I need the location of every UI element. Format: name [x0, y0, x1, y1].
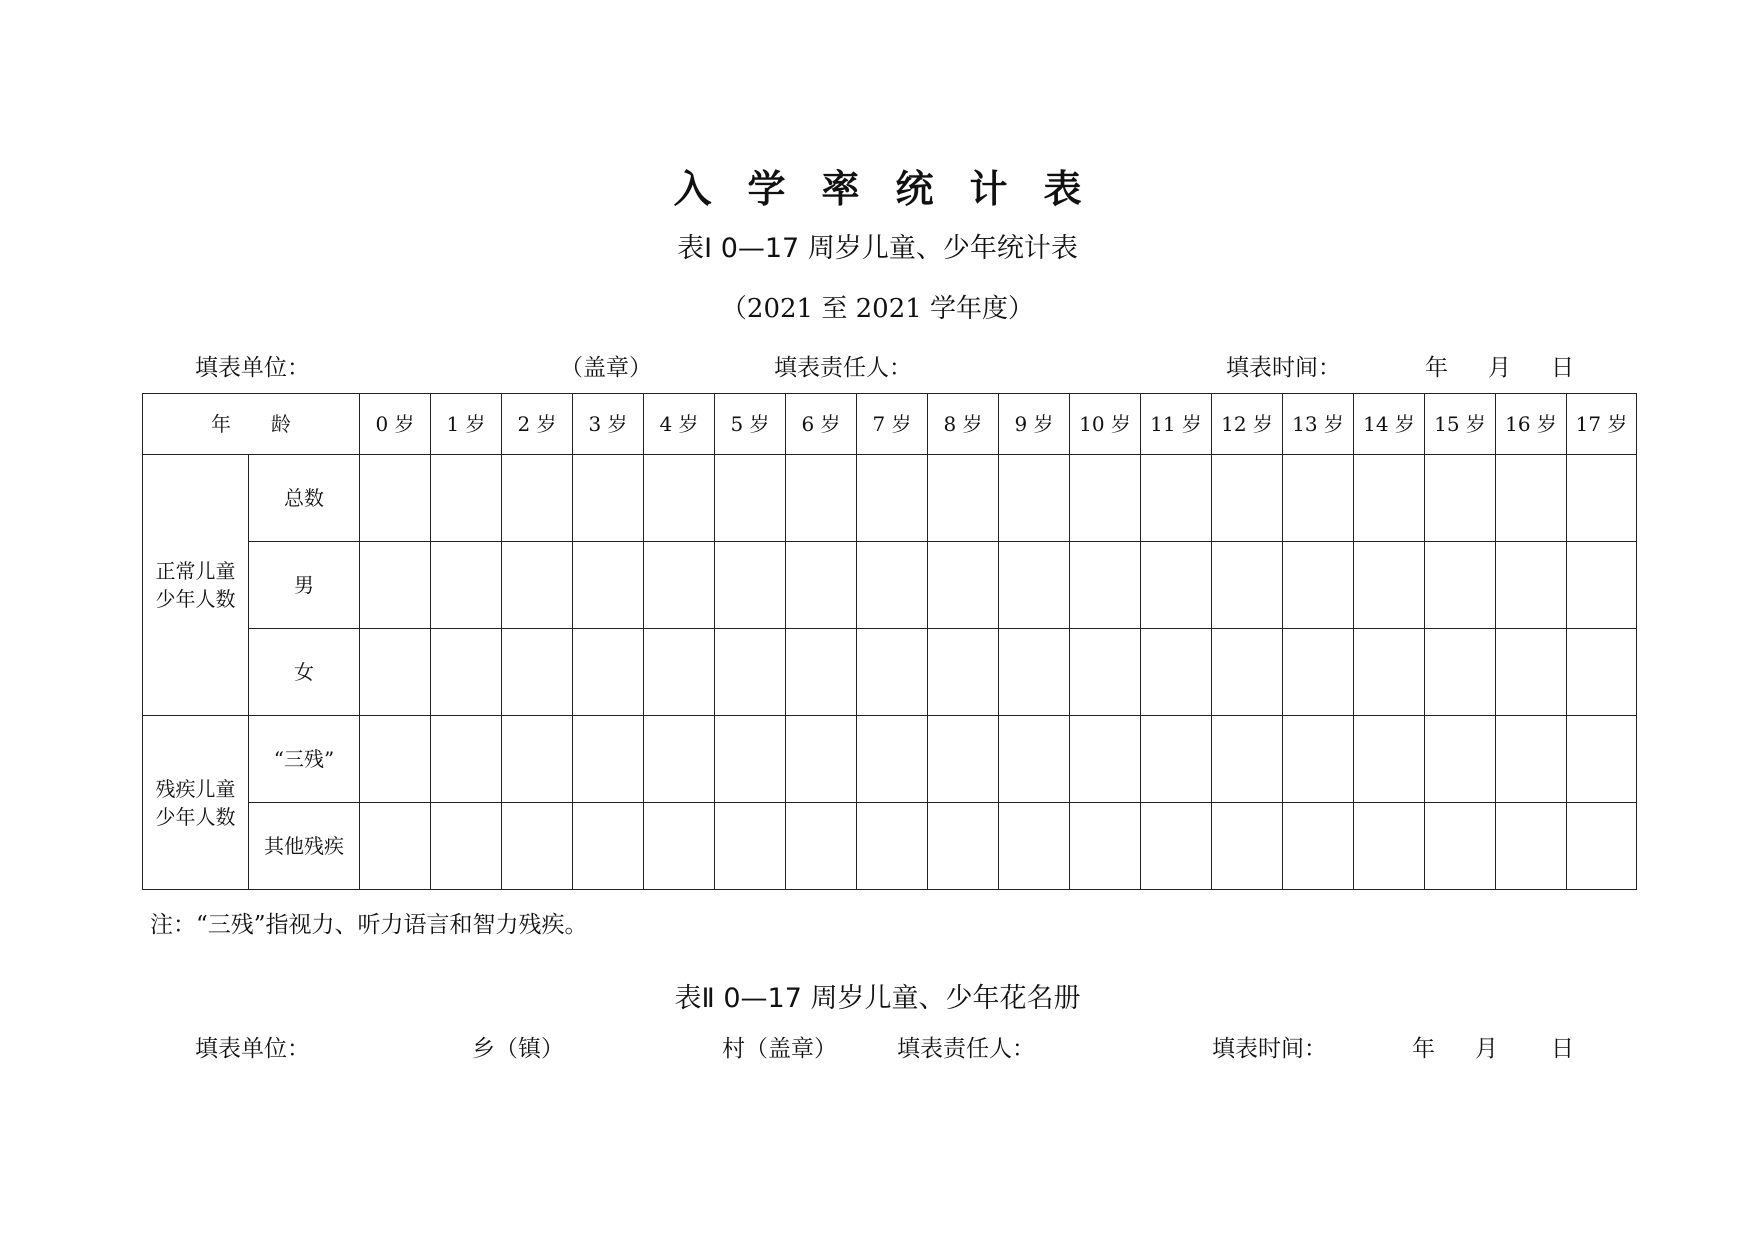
page-title: 入学率统计表 [673, 167, 1118, 211]
data-cell[interactable] [644, 629, 715, 716]
row-label-male: 男 [249, 542, 360, 629]
data-cell[interactable] [1141, 542, 1212, 629]
footnote: 注：“三残”指视力、听力语言和智力残疾。 [150, 912, 588, 938]
table-row-total [143, 455, 1637, 542]
data-cell[interactable] [999, 803, 1070, 890]
data-cell[interactable] [1496, 629, 1567, 716]
data-cell[interactable] [360, 629, 431, 716]
month-label: 月 [1488, 355, 1511, 381]
data-cell[interactable] [431, 629, 502, 716]
data-cell[interactable] [999, 455, 1070, 542]
age-header-row [143, 394, 1637, 455]
village-label: 村（盖章） [722, 1036, 837, 1062]
unit-label: 填表单位： [195, 355, 310, 381]
age-cell: 3 岁 [573, 394, 644, 455]
data-cell[interactable] [1212, 542, 1283, 629]
time-label: 填表时间： [1226, 355, 1341, 381]
row-label-total: 总数 [249, 455, 360, 542]
data-cell[interactable] [1354, 542, 1425, 629]
data-cell[interactable] [857, 455, 928, 542]
age-cell: 4 岁 [644, 394, 715, 455]
data-cell[interactable] [360, 542, 431, 629]
data-cell[interactable] [573, 542, 644, 629]
data-cell[interactable] [786, 803, 857, 890]
table1-title: 表Ⅰ 0—17 周岁儿童、少年统计表 [677, 233, 1078, 264]
data-cell[interactable] [1212, 803, 1283, 890]
seal-label: （盖章） [560, 355, 652, 381]
age-cell: 1 岁 [431, 394, 502, 455]
year-label-2: 年 [1412, 1036, 1435, 1062]
data-cell[interactable] [1283, 803, 1354, 890]
table-row-female [143, 629, 1637, 716]
data-cell[interactable] [502, 803, 573, 890]
data-cell[interactable] [1496, 803, 1567, 890]
town-label: 乡（镇） [472, 1036, 564, 1062]
data-cell[interactable] [1425, 629, 1496, 716]
data-cell[interactable] [1283, 716, 1354, 803]
row-label-female: 女 [249, 629, 360, 716]
person-label-2: 填表责任人： [897, 1036, 1035, 1062]
data-cell[interactable] [1070, 803, 1141, 890]
data-cell[interactable] [1141, 455, 1212, 542]
data-cell[interactable] [928, 716, 999, 803]
data-cell[interactable] [1425, 716, 1496, 803]
data-cell[interactable] [715, 629, 786, 716]
data-cell[interactable] [644, 716, 715, 803]
age-header: 年 龄 [143, 394, 360, 455]
data-cell[interactable] [1496, 716, 1567, 803]
statistics-table [142, 393, 1637, 890]
time-label-2: 填表时间： [1212, 1036, 1327, 1062]
data-cell[interactable] [1567, 542, 1637, 629]
data-cell[interactable] [1354, 629, 1425, 716]
age-cell: 16 岁 [1496, 394, 1567, 455]
data-cell[interactable] [1567, 716, 1637, 803]
data-cell[interactable] [1070, 716, 1141, 803]
table2-title: 表Ⅱ 0—17 周岁儿童、少年花名册 [674, 983, 1081, 1014]
data-cell[interactable] [715, 716, 786, 803]
data-cell[interactable] [857, 629, 928, 716]
age-cell: 9 岁 [999, 394, 1070, 455]
data-cell[interactable] [502, 629, 573, 716]
data-cell[interactable] [502, 716, 573, 803]
data-cell[interactable] [715, 542, 786, 629]
data-cell[interactable] [360, 455, 431, 542]
data-cell[interactable] [1354, 803, 1425, 890]
data-cell[interactable] [786, 455, 857, 542]
person-label: 填表责任人： [774, 355, 912, 381]
table-row-male [143, 542, 1637, 629]
age-cell: 17 岁 [1567, 394, 1637, 455]
age-cell: 14 岁 [1354, 394, 1425, 455]
unit-label-2: 填表单位： [195, 1036, 310, 1062]
data-cell[interactable] [1496, 542, 1567, 629]
age-cell: 8 岁 [928, 394, 999, 455]
age-cell: 15 岁 [1425, 394, 1496, 455]
data-cell[interactable] [715, 455, 786, 542]
data-cell[interactable] [999, 629, 1070, 716]
age-cell: 7 岁 [857, 394, 928, 455]
data-cell[interactable] [1212, 716, 1283, 803]
data-cell[interactable] [431, 455, 502, 542]
data-cell[interactable] [857, 803, 928, 890]
data-cell[interactable] [1425, 542, 1496, 629]
data-cell[interactable] [999, 542, 1070, 629]
data-cell[interactable] [502, 455, 573, 542]
data-cell[interactable] [1141, 716, 1212, 803]
data-cell[interactable] [928, 542, 999, 629]
group-disabled-label: 残疾儿童少年人数 [143, 716, 249, 890]
data-cell[interactable] [1283, 542, 1354, 629]
data-cell[interactable] [857, 716, 928, 803]
group-normal-label: 正常儿童少年人数 [143, 455, 249, 716]
data-cell[interactable] [360, 803, 431, 890]
data-cell[interactable] [1496, 455, 1567, 542]
data-cell[interactable] [1141, 629, 1212, 716]
data-cell[interactable] [786, 542, 857, 629]
data-cell[interactable] [928, 803, 999, 890]
data-cell[interactable] [360, 716, 431, 803]
table-row-other-disabilities [143, 803, 1637, 890]
data-cell[interactable] [1425, 803, 1496, 890]
data-cell[interactable] [1567, 803, 1637, 890]
data-cell[interactable] [786, 716, 857, 803]
data-cell[interactable] [573, 629, 644, 716]
data-cell[interactable] [1425, 455, 1496, 542]
age-cell: 12 岁 [1212, 394, 1283, 455]
data-cell[interactable] [1567, 455, 1637, 542]
row-label-three-disabilities: “三残” [249, 716, 360, 803]
data-cell[interactable] [1070, 629, 1141, 716]
data-cell[interactable] [431, 803, 502, 890]
data-cell[interactable] [573, 803, 644, 890]
data-cell[interactable] [999, 716, 1070, 803]
age-cell: 0 岁 [360, 394, 431, 455]
age-cell: 2 岁 [502, 394, 573, 455]
data-cell[interactable] [644, 542, 715, 629]
age-cell: 6 岁 [786, 394, 857, 455]
age-cell: 11 岁 [1141, 394, 1212, 455]
data-cell[interactable] [1212, 455, 1283, 542]
data-cell[interactable] [573, 455, 644, 542]
data-cell[interactable] [786, 629, 857, 716]
data-cell[interactable] [644, 803, 715, 890]
age-cell: 10 岁 [1070, 394, 1141, 455]
data-cell[interactable] [1070, 455, 1141, 542]
data-cell[interactable] [1354, 716, 1425, 803]
data-cell[interactable] [1283, 455, 1354, 542]
table-row-three-disabilities [143, 716, 1637, 803]
data-cell[interactable] [928, 455, 999, 542]
data-cell[interactable] [502, 542, 573, 629]
age-cell: 5 岁 [715, 394, 786, 455]
school-year: （2021 至 2021 学年度） [720, 294, 1035, 324]
data-cell[interactable] [1354, 455, 1425, 542]
data-cell[interactable] [644, 455, 715, 542]
data-cell[interactable] [1567, 629, 1637, 716]
month-label-2: 月 [1475, 1036, 1498, 1062]
data-cell[interactable] [1283, 629, 1354, 716]
year-label: 年 [1425, 355, 1448, 381]
data-cell[interactable] [857, 542, 928, 629]
data-cell[interactable] [431, 716, 502, 803]
data-cell[interactable] [1212, 629, 1283, 716]
row-label-other-disabilities: 其他残疾 [249, 803, 360, 890]
data-cell[interactable] [573, 716, 644, 803]
data-cell[interactable] [715, 803, 786, 890]
data-cell[interactable] [928, 629, 999, 716]
age-cell: 13 岁 [1283, 394, 1354, 455]
data-cell[interactable] [431, 542, 502, 629]
data-cell[interactable] [1070, 542, 1141, 629]
day-label-2: 日 [1551, 1036, 1574, 1062]
day-label: 日 [1551, 355, 1574, 381]
data-cell[interactable] [1141, 803, 1212, 890]
